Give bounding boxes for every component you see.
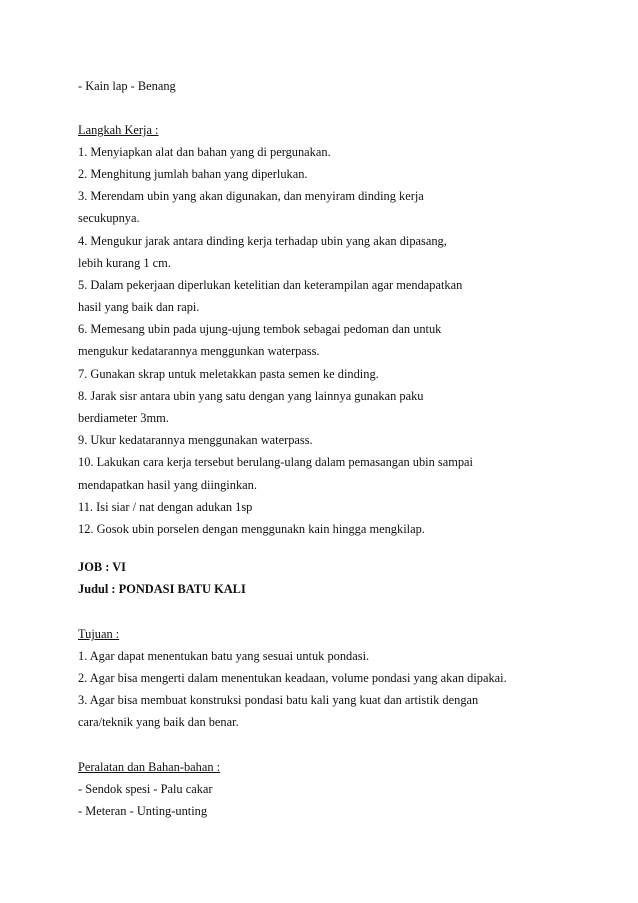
langkah-line: mendapatkan hasil yang diinginkan.	[78, 478, 257, 492]
langkah-line: hasil yang baik dan rapi.	[78, 300, 200, 314]
tujuan-line: 1. Agar dapat menentukan batu yang sesuai untuk pondasi.	[78, 649, 370, 663]
langkah-line: secukupnya.	[78, 211, 140, 225]
peralatan-heading: Peralatan dan Bahan-bahan :	[78, 760, 221, 774]
langkah-line: 7. Gunakan skrap untuk meletakkan pasta semen ke dinding.	[78, 367, 379, 381]
tujuan-heading: Tujuan :	[78, 627, 120, 641]
job-title: Judul : PONDASI BATU KALI	[78, 582, 246, 596]
tujuan-line: 3. Agar bisa membuat konstruksi pondasi batu kali yang kuat dan artistik dengan	[78, 693, 479, 707]
langkah-line: 12. Gosok ubin porselen dengan menggunakn kain hingga mengkilap.	[78, 522, 425, 536]
tujuan-line: 2. Agar bisa mengerti dalam menentukan keadaan, volume pondasi yang akan dipakai.	[78, 671, 507, 685]
langkah-line: lebih kurang 1 cm.	[78, 256, 171, 270]
langkah-line: 10. Lakukan cara kerja tersebut berulang-ulang dalam pemasangan ubin sampai	[78, 455, 473, 469]
langkah-line: 2. Menghitung jumlah bahan yang diperlukan.	[78, 167, 308, 181]
peralatan-line: - Meteran - Unting-unting	[78, 804, 208, 818]
tujuan-line: cara/teknik yang baik dan benar.	[78, 715, 239, 729]
langkah-line: berdiameter 3mm.	[78, 411, 169, 425]
job-number: JOB : VI	[78, 560, 126, 574]
langkah-line: 8. Jarak sisr antara ubin yang satu dengan yang lainnya gunakan paku	[78, 389, 424, 403]
langkah-line: 9. Ukur kedatarannya menggunakan waterpass.	[78, 433, 313, 447]
langkah-line: 3. Merendam ubin yang akan digunakan, dan menyiram dinding kerja	[78, 189, 424, 203]
langkah-line: 5. Dalam pekerjaan diperlukan ketelitian dan keterampilan agar mendapatkan	[78, 278, 463, 292]
langkah-line: mengukur kedatarannya menggunkan waterpass.	[78, 344, 320, 358]
langkah-line: 1. Menyiapkan alat dan bahan yang di pergunakan.	[78, 145, 331, 159]
intro-line: - Kain lap - Benang	[78, 79, 176, 93]
peralatan-line: - Sendok spesi - Palu cakar	[78, 782, 213, 796]
langkah-line: 4. Mengukur jarak antara dinding kerja terhadap ubin yang akan dipasang,	[78, 234, 447, 248]
langkah-line: 6. Memesang ubin pada ujung-ujung tembok sebagai pedoman dan untuk	[78, 322, 442, 336]
langkah-line: 11. Isi siar / nat dengan adukan 1sp	[78, 500, 253, 514]
langkah-kerja-heading: Langkah Kerja :	[78, 123, 159, 137]
